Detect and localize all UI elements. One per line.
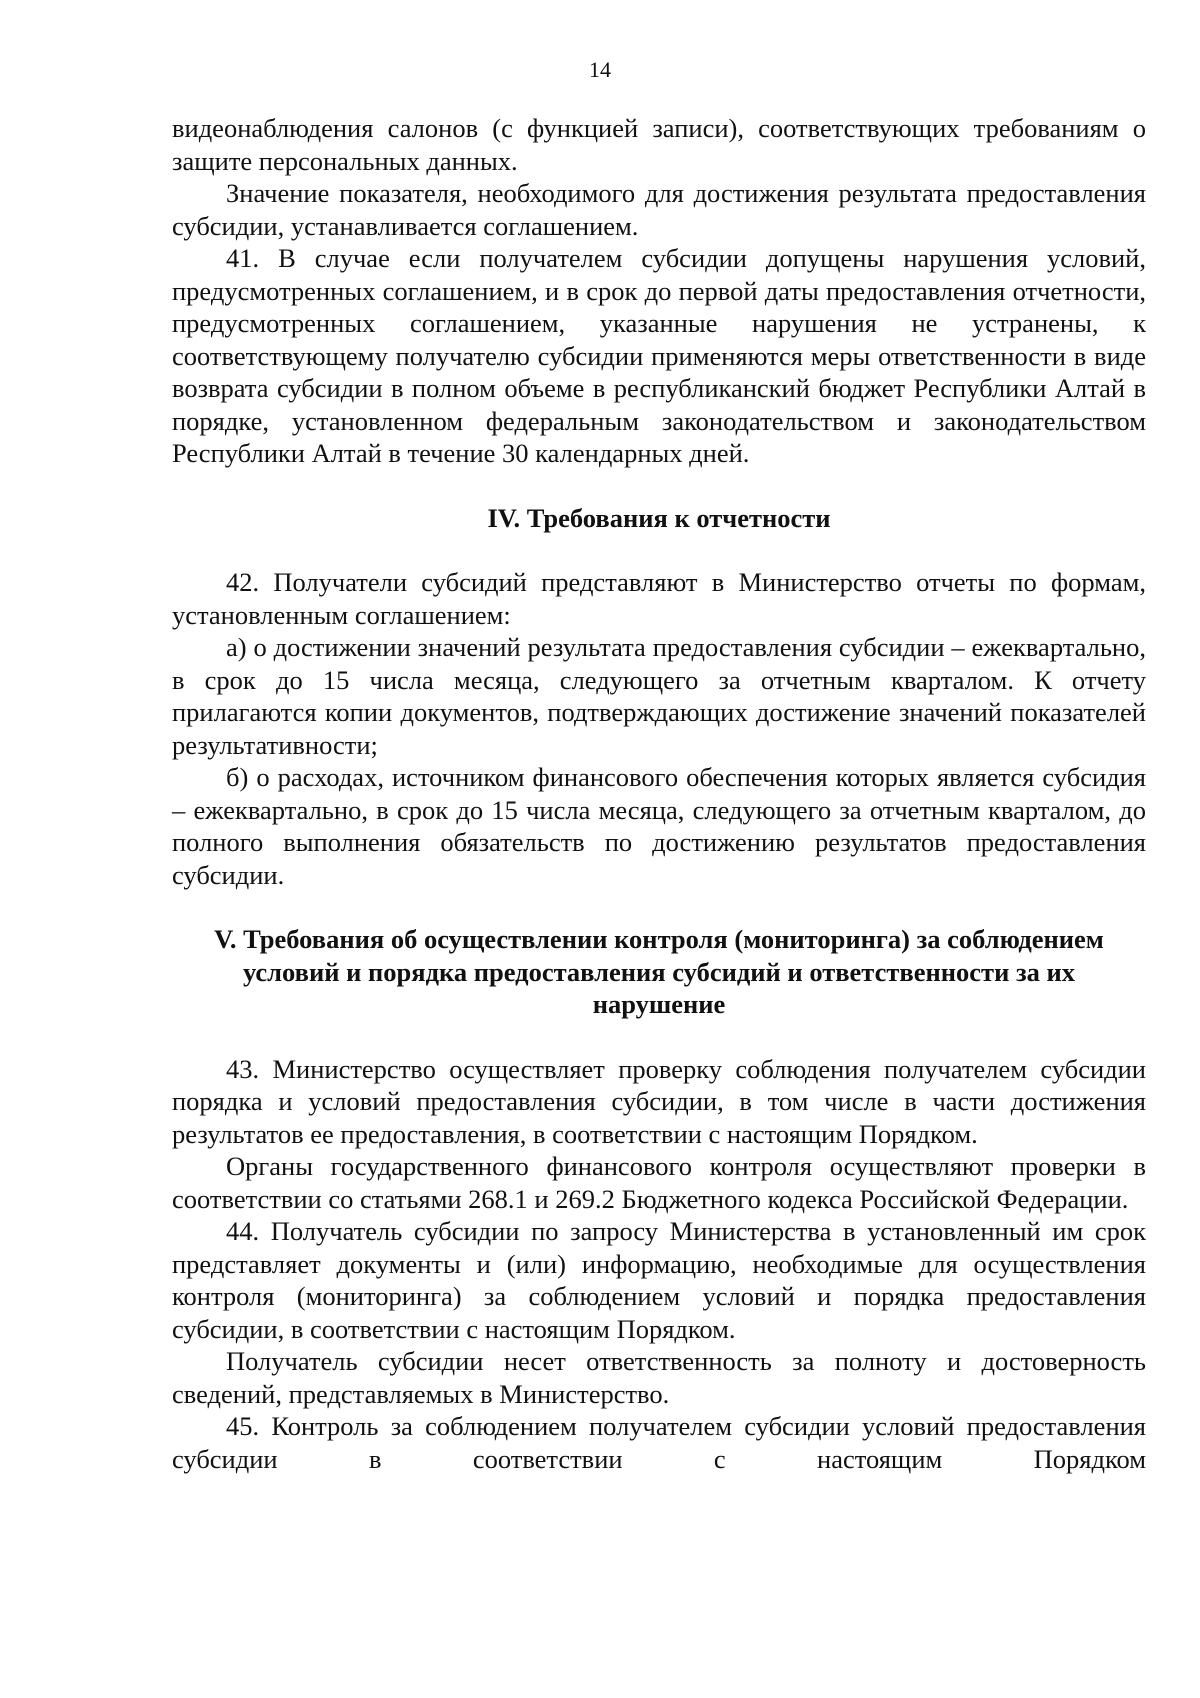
- paragraph-42b: б) о расходах, источником финансового обеспечения которых является субсидия – ежеквартально, в срок до 15 числа месяца, следующего за отчетным кварталом, до полного выполнения обязательств по достижению результатов предоставления субсидии.: [172, 762, 1146, 890]
- paragraph-45: 45. Контроль за соблюдением получателем субсидии условий предоставления субсидии в соответствии с настоящим Порядком: [172, 1411, 1146, 1474]
- paragraph-43: 43. Министерство осуществляет проверку соблюдения получателем субсидии порядка и условий предоставления субсидии, в том числе в части достижения результатов ее предоставления, в соответствии с настоящим Порядком.: [172, 1053, 1146, 1149]
- paragraph-continuation: видеонаблюдения салонов (с функцией записи), соответствующих требованиям о защите персональных данных.: [172, 113, 1146, 176]
- document-body: [172, 112, 1146, 1475]
- paragraph-42: 42. Получатели субсидий представляют в Министерство отчеты по формам, установленным соглашением:: [172, 567, 1146, 630]
- section-v-heading: V. Требования об осуществлении контроля (мониторинга) за соблюдением условий и порядка предоставления субсидий и ответственности за их нарушение: [214, 924, 1104, 1019]
- paragraph-financial-control: Органы государственного финансового контроля осуществляют проверки в соответствии со статьями 268.1 и 269.2 Бюджетного кодекса Российской Федерации.: [172, 1151, 1146, 1214]
- paragraph-44: 44. Получатель субсидии по запросу Министерства в установленный им срок представляет документы и (или) информацию, необходимые для осуществления контроля (мониторинга) за соблюдением условий и порядка предоставления субсидии, в соответствии с настоящим Порядком.: [172, 1216, 1146, 1344]
- paragraph-responsibility: Получатель субсидии несет ответственность за полноту и достоверность сведений, представляемых в Министерство.: [172, 1346, 1146, 1409]
- paragraph-42a: а) о достижении значений результата предоставления субсидии – ежеквартально, в срок до 15 числа месяца, следующего за отчетным кварталом. К отчету прилагаются копии документов, подтверждающих достижение значений показателей результативности;: [172, 632, 1146, 760]
- page-number: 14: [589, 57, 611, 82]
- section-iv-heading: IV. Требования к отчетности: [487, 502, 831, 533]
- paragraph-41: 41. В случае если получателем субсидии допущены нарушения условий, предусмотренных соглашением, и в срок до первой даты предоставления отчетности, предусмотренных соглашением, указанные нарушения не устранены, к соответствующему получателю субсидии применяются меры ответственности в виде возврата субсидии в полном объеме в республиканский бюджет Республики Алтай в порядке, установленном федеральным законодательством и законодательством Республики Алтай в течение 30 календарных дней.: [172, 243, 1146, 468]
- paragraph-indicator-value: Значение показателя, необходимого для достижения результата предоставления субсидии, устанавливается соглашением.: [172, 178, 1146, 241]
